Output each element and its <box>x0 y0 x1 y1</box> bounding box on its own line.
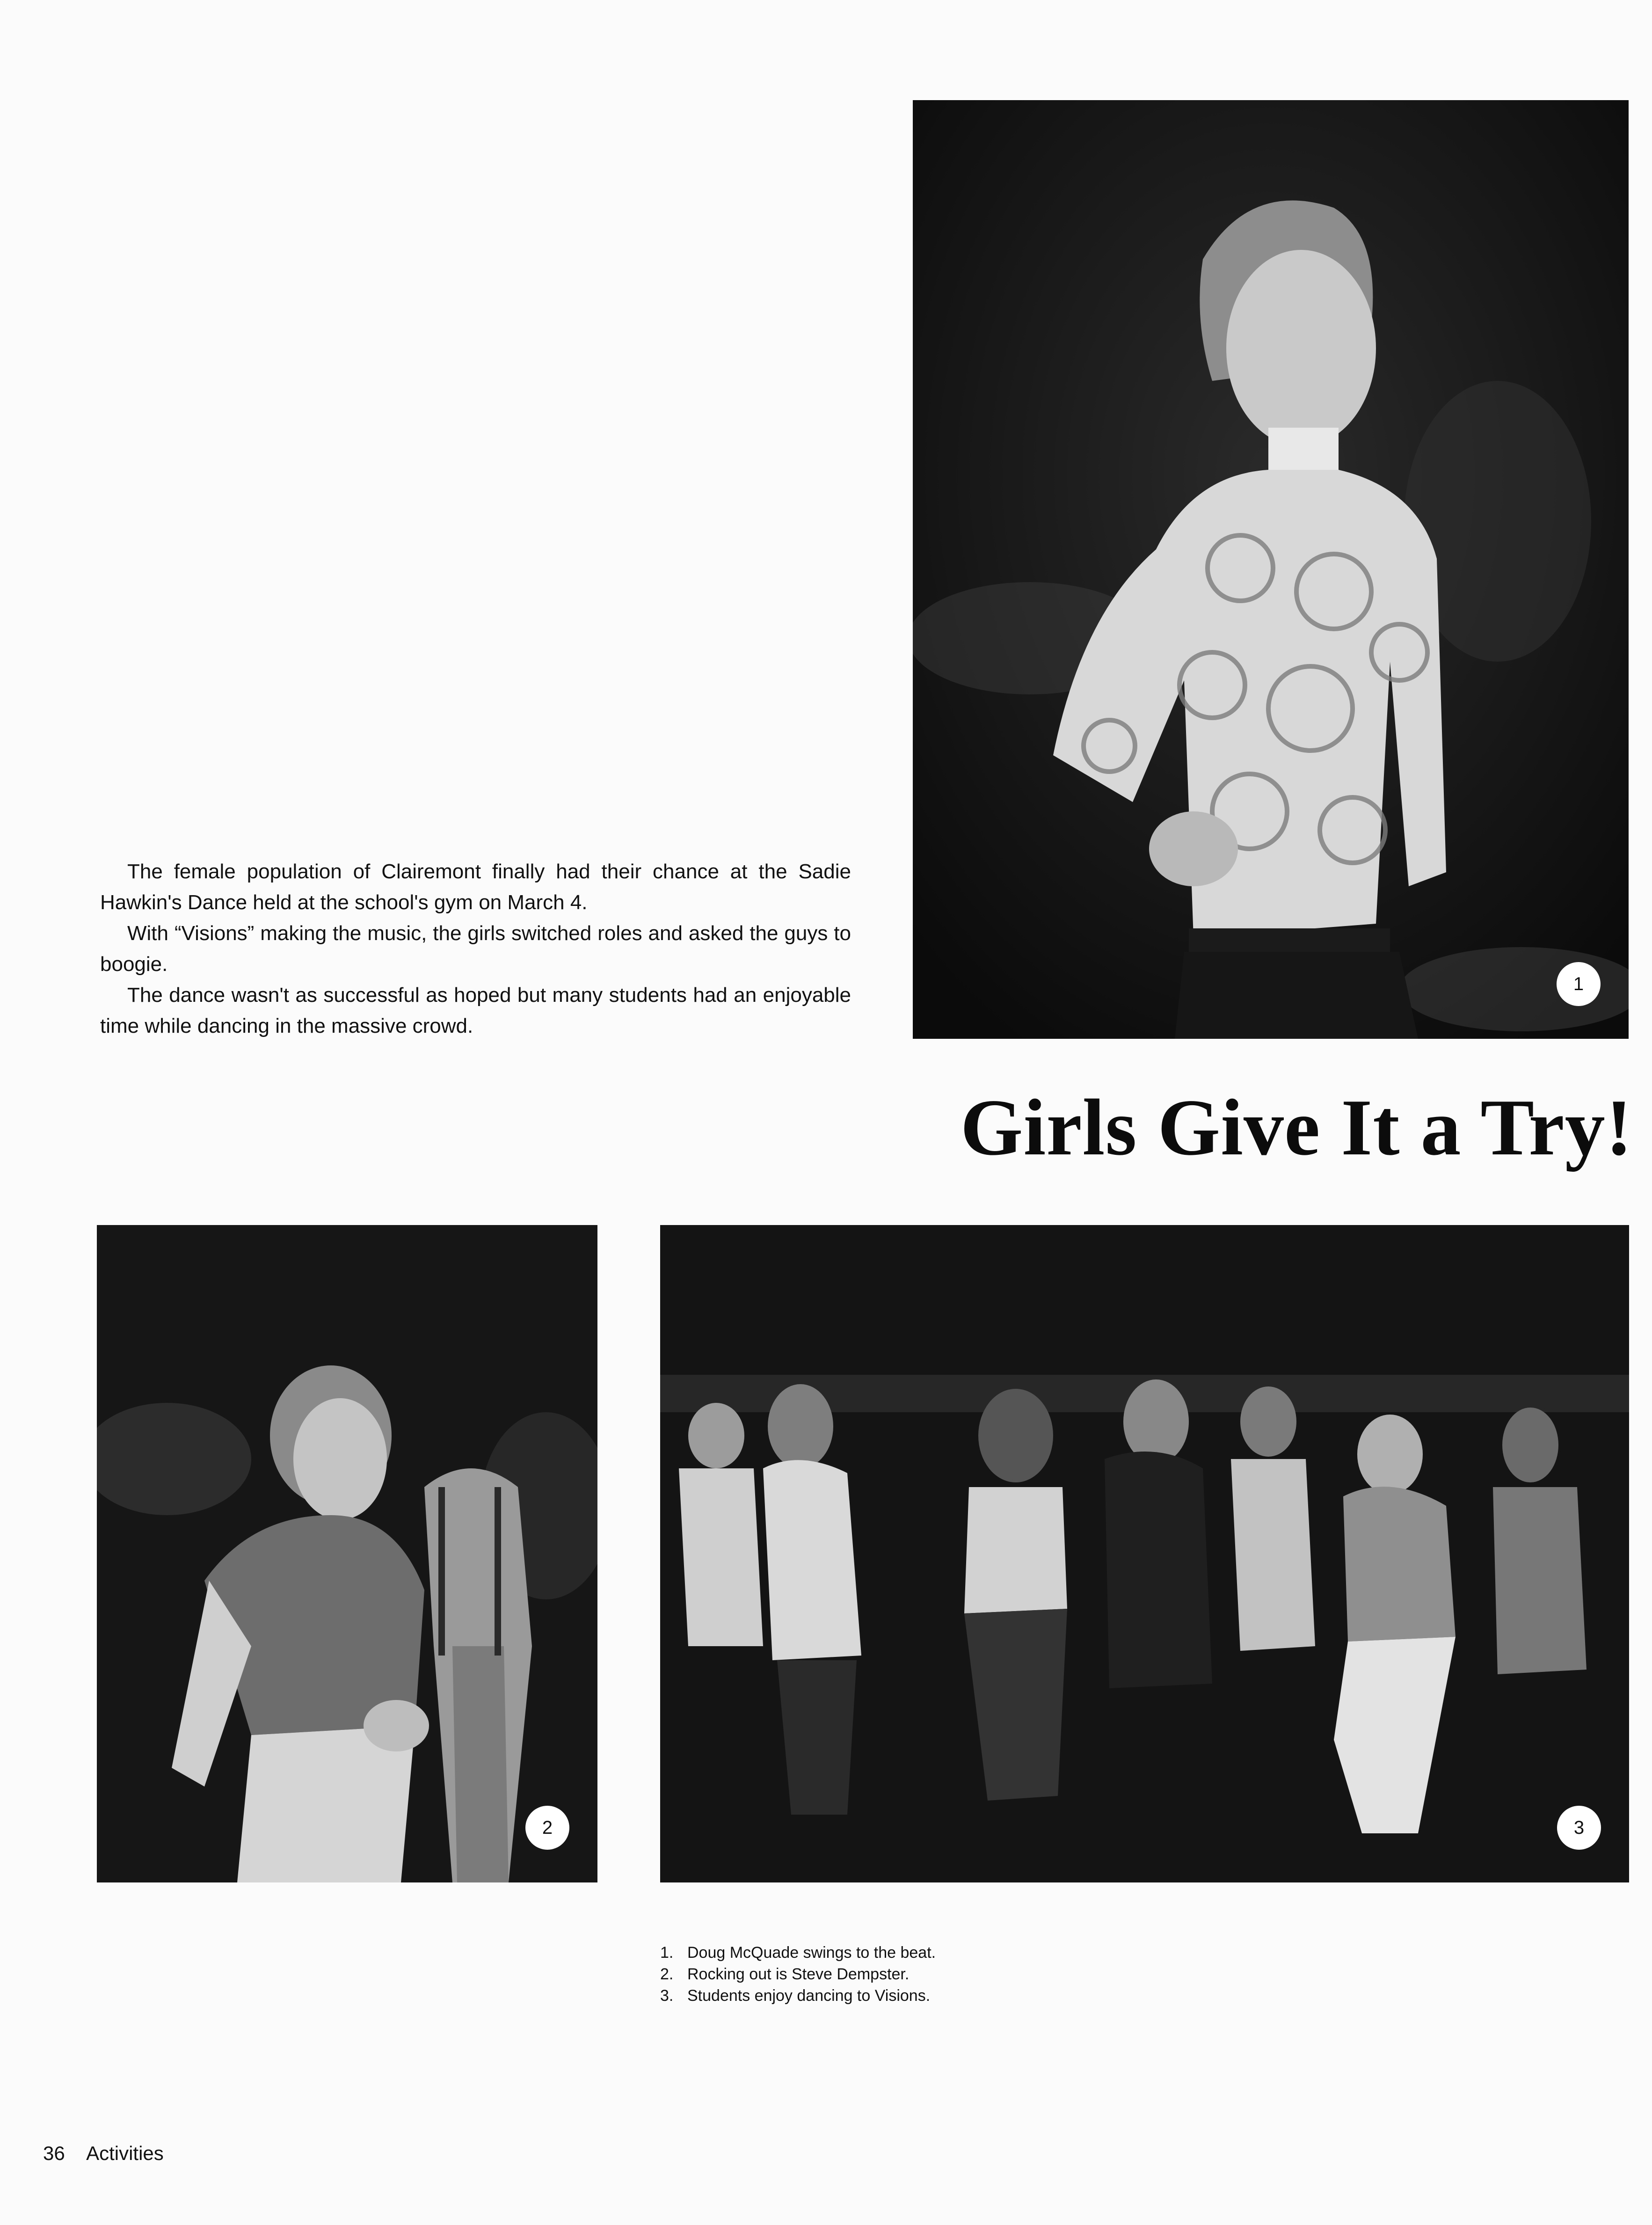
caption-text: Students enjoy dancing to Visions. <box>687 1987 931 2005</box>
page-footer <box>43 2139 164 2167</box>
photo-number-badge: 1 <box>1557 962 1601 1006</box>
photo-steve-dempster <box>97 1225 597 1882</box>
photo-students-dancing <box>660 1225 1629 1882</box>
caption-number: 1. <box>660 1944 674 1962</box>
caption-item <box>660 1985 936 2006</box>
caption-text: Doug McQuade swings to the beat. <box>687 1944 936 1962</box>
page-headline: Girls Give It a Try! <box>960 1083 1633 1172</box>
photo-1-illustration <box>913 100 1629 1039</box>
section-name: Activities <box>86 2142 164 2164</box>
article-paragraph: The female population of Clairemont finally had their chance at the Sadie Hawkin's Dance held at the school's gym on March 4. <box>100 860 851 914</box>
photo-doug-mcquade <box>913 100 1629 1039</box>
page-number: 36 <box>43 2142 65 2164</box>
caption-number: 3. <box>660 1987 674 2005</box>
caption-item <box>660 1963 936 1985</box>
photo-captions <box>660 1942 936 2006</box>
caption-item <box>660 1942 936 1963</box>
article-paragraph: The dance wasn't as successful as hoped but many students had an enjoyable time while dancing in the massive crowd. <box>100 984 851 1037</box>
article-body <box>100 856 851 1042</box>
photo-number-badge: 3 <box>1557 1806 1601 1850</box>
photo-3-illustration <box>660 1225 1629 1882</box>
caption-number: 2. <box>660 1965 674 1983</box>
article-paragraph: With “Visions” making the music, the girls switched roles and asked the guys to boogie. <box>100 922 851 976</box>
photo-number-badge: 2 <box>525 1806 569 1850</box>
caption-text: Rocking out is Steve Dempster. <box>687 1965 910 1983</box>
photo-2-illustration <box>97 1225 597 1882</box>
